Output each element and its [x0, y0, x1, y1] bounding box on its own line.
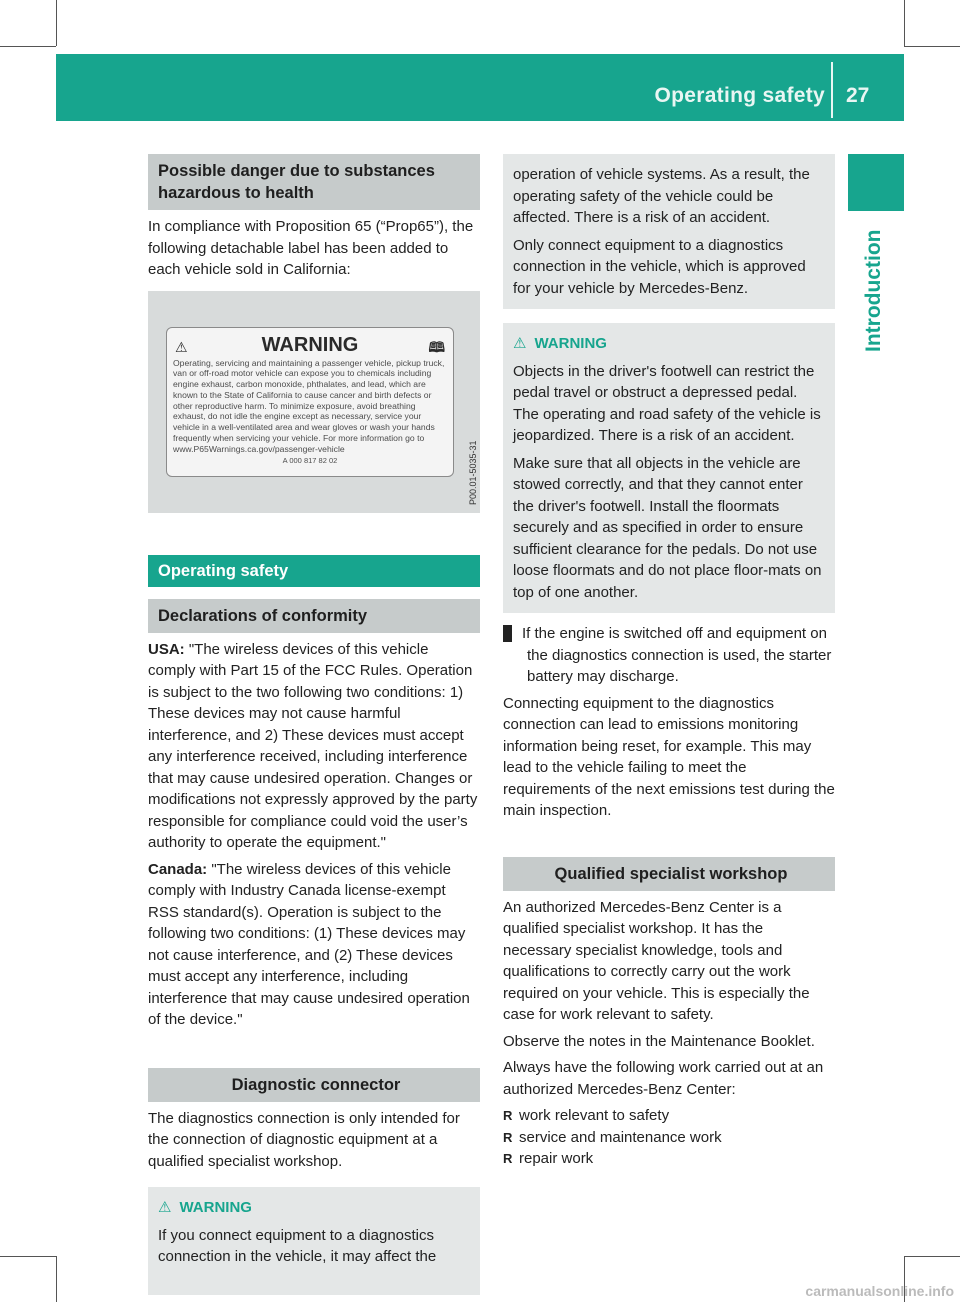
note-text: If the engine is switched off and equipment on the diagnostics connection is used, the starter battery may discharge.	[522, 625, 832, 685]
paragraph	[148, 639, 480, 854]
paragraph: An authorized Mercedes-Benz Center is a qualified specialist workshop. It has the necessary specialist knowledge, tools and qualifications to correctly carry out the work required on your vehicle. This is especially the case for work relevant to safety.	[503, 898, 810, 1023]
crop-mark	[0, 46, 56, 47]
label-heading: WARNING	[261, 333, 359, 356]
warning-box-continued	[503, 154, 835, 309]
paragraph: In compliance with Proposition 65 (“Prop65”), the following detachable label has been added to each vehicle sold in California:	[148, 218, 474, 278]
warning-text: operation of vehicle systems. As a result, the operating safety of the vehicle could be affected. There is a risk of an accident.	[513, 166, 810, 226]
bullet-list	[503, 1105, 835, 1170]
warning-heading: WARNING	[179, 1199, 252, 1216]
side-tab-label: Introduction	[862, 229, 885, 352]
section-heading: Declarations of conformity	[148, 599, 480, 633]
list-item: R work relevant to safety	[503, 1105, 835, 1127]
paragraph: Always have the following work carried out at an authorized Mercedes-Benz Center:	[503, 1059, 824, 1098]
crop-mark	[904, 0, 905, 46]
warning-box	[503, 323, 835, 613]
label-code: A 000 817 82 02	[282, 455, 338, 465]
warning-label	[166, 327, 454, 477]
page-number: 27	[846, 84, 870, 107]
label-canada: Canada:	[148, 860, 208, 878]
warning-box	[148, 1187, 480, 1295]
watermark: carmanualsonline.info	[805, 1283, 954, 1299]
warning-text: Make sure that all objects in the vehicle are stowed correctly, and that they cannot enter the driver's footwell. Install the floormats securely and as specified in order to ensure sufficient clearance for the pedals. Do not use loose floormats and do not place floor-mats on top of one another.	[513, 454, 822, 601]
crop-mark	[904, 1256, 960, 1257]
crop-mark	[56, 0, 57, 46]
warning-text: Only connect equipment to a diagnostics connection in the vehicle, which is approved for your vehicle by Mercedes-Benz.	[513, 236, 806, 297]
right-column	[493, 154, 835, 1170]
warning-heading: WARNING	[534, 335, 607, 352]
image-code: P00.01-5035-31	[468, 439, 478, 505]
header-divider	[831, 62, 833, 118]
warning-label-image	[148, 291, 480, 513]
section-heading: Diagnostic connector	[148, 1068, 480, 1102]
label-usa: USA:	[148, 640, 185, 658]
crop-mark	[0, 1256, 56, 1257]
side-tab-marker	[848, 154, 904, 211]
label-body: Operating, servicing and maintaining a passenger vehicle, pickup truck, van or off-road motor vehicle can expose you to chemicals including engine exhaust, carbon monoxide, phthalates, and lead, which are known to the State of California to cause cancer and birth defects or other reproductive harm. To minimize exposure, avoid breathing exhaust, do not idle the engine except as necessary, service your vehicle in a well-ventilated area and wear gloves or wash your hands frequently when servicing your vehicle. For more information go to www.P65Warnings.ca.gov/passenger-vehicle	[173, 357, 445, 454]
list-item: R service and maintenance work	[503, 1127, 835, 1149]
paragraph	[148, 859, 480, 1031]
section-heading: Possible danger due to substances hazardous to health	[148, 154, 480, 210]
left-column	[148, 154, 480, 1295]
crop-mark	[56, 1256, 57, 1302]
chapter-heading: Operating safety	[148, 555, 480, 587]
note	[493, 623, 835, 688]
list-item: R repair work	[503, 1148, 835, 1170]
exclamation-icon: !	[503, 625, 512, 642]
page-title: Operating safety	[654, 84, 825, 107]
manual-book-icon: 🕮	[428, 338, 445, 355]
section-heading: Qualified specialist workshop	[503, 857, 835, 891]
warning-text: If you connect equipment to a diagnostics connection in the vehicle, it may affect the	[158, 1226, 437, 1265]
warning-text: Objects in the driver's footwell can restrict the pedal travel or obstruct a depressed pedal. The operating and road safety of the vehicle is jeopardized. There is a risk of an accident.	[513, 362, 821, 444]
paragraph: The diagnostics connection is only intended for the connection of diagnostic equipment at a qualified specialist workshop.	[148, 1109, 460, 1170]
text-canada: "The wireless devices of this vehicle comply with Industry Canada license-exempt RSS standard(s). Operation is subject to the following two conditions: (1) These devices may not cause interference, and (2) These devices must accept any interference, including interference that may cause undesired operation of the device."	[148, 860, 470, 1028]
paragraph: Observe the notes in the Maintenance Booklet.	[503, 1032, 815, 1050]
warning-triangle-icon: ⚠	[158, 1199, 172, 1216]
text-usa: "The wireless devices of this vehicle comply with Part 15 of the FCC Rules. Operation is subject to the two following two conditions: 1) These devices may not cause harmful interference, and 2) These devices must accept any interference received, including interference that may cause undesired operation. Changes or modifications not expressly approved by the party responsible for compliance could void the user’s authority to operate the equipment."	[148, 640, 478, 851]
warning-triangle-icon: ⚠	[513, 335, 527, 352]
warning-triangle-icon: ⚠	[175, 338, 188, 355]
paragraph: Connecting equipment to the diagnostics connection can lead to emissions monitoring information being reset, for example. This may lead to the vehicle failing to meet the requirements of the next emissions test during the main inspection.	[503, 694, 835, 819]
crop-mark	[904, 46, 960, 47]
